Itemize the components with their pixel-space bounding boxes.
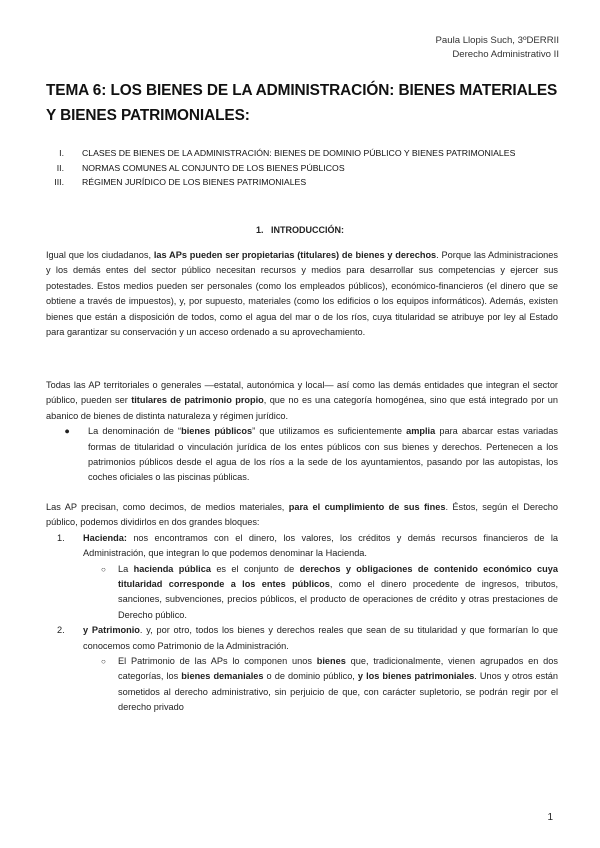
text-run: , que no es una categoría homogénea, sino que está integrado por un abanico de bienes de distinta naturaleza y régimen jurídico. — [46, 395, 559, 421]
text-run: , como el dinero procedente de ingresos, tributos, sanciones, subvenciones, precios públicos, el producto de operaciones de crédito y otras prestaciones de Derecho público. — [118, 579, 559, 620]
bold-run: las APs pueden ser propietarias (titulares) de bienes y derechos — [153, 250, 437, 260]
text-run: Todas las AP territoriales o generales —estatal, autonómica y local— así como las demás entidades que integran el sector público, pueden ser — [46, 380, 558, 406]
intro-paragraph — [46, 248, 558, 340]
text-run: que, tradicionalmente, vienen agrupados en dos categorías, los — [118, 656, 558, 682]
text-run: Igual que los ciudadanos, — [46, 250, 154, 260]
text-run: . Porque las Administraciones y los demás entes del sector público necesitan recursos y medios para desarrollar sus competencias y ejercer sus potestades. Estos medios pueden ser personales (como los empleados públicos), económico-financieros (el dinero que se obtiene a través de impuestos), y, por supuesto, materiales (como los edificios o los equipos informáticos). Además, existen bienes que están a disposición de todos, como el agua del mar o de los ríos, cuya titularidad se atribuye por ley al Estado para garantizar su conservación y un acceso ordenado a su aprovechamiento. — [46, 250, 558, 338]
text-run: . Unos y otros están sometidos al derecho administrativo, sin perjuicio de que, con carácter supletorio, se podrán regir por el derecho privado — [118, 671, 558, 713]
text-run: El Patrimonio de las APs lo componen unos — [118, 656, 317, 667]
course-line: Derecho Administrativo II — [452, 49, 559, 60]
item-number: 2. — [57, 625, 65, 636]
bold-run: y los bienes patrimoniales — [357, 671, 475, 682]
text-run: o de dominio público, — [263, 671, 358, 682]
bold-run: Hacienda: — [83, 532, 127, 543]
text-run: . Éstos, según el Derecho público, podemos dividirlos en dos grandes bloques: — [46, 502, 558, 528]
text-run: es el conjunto de — [210, 563, 300, 574]
toc-text: RÉGIMEN JURÍDICO DE LOS BIENES PATRIMONIALES — [82, 177, 307, 187]
bold-run: titulares de patrimonio propio — [131, 395, 264, 406]
toc-text: CLASES DE BIENES DE LA ADMINISTRACIÓN: BIENES DE DOMINIO PÚBLICO Y BIENES PATRIMONIALES — [82, 148, 516, 158]
means-paragraph — [46, 500, 558, 716]
page-title: TEMA 6: LOS BIENES DE LA ADMINISTRACIÓN: BIENES MATERIALES Y BIENES PATRIMONIALES: — [46, 82, 558, 124]
text-run: La — [118, 563, 134, 574]
toc-number: III. — [54, 177, 64, 187]
text-run: nos encontramos con el dinero, los valores, los créditos y demás recursos financieros de la Administración, que integran lo que podemos denominar la Hacienda. — [83, 532, 558, 559]
text-run: . y, por otro, todos los bienes y derechos reales que sean de su titularidad y que formarían lo que conocemos como Patrimonio de la Administración. — [83, 625, 558, 651]
item-number: 1. — [57, 532, 65, 543]
sub-item-hacienda — [46, 562, 558, 624]
text-run: para abarcar estas variadas formas de titularidad o vinculación jurídica de los entes públicos con sus bienes y derechos. Pertenecen a los patrimonios públicos desde el agua de los ríos a la sede de los ayuntamientos, pasando por las autopistas, los coches oficiales o las piscinas públicas. — [88, 426, 558, 483]
author-line: Paula Llopis Such, 3ºDERRII — [435, 35, 559, 46]
bold-run: derechos y obligaciones de contenido económico cuya titularidad corresponde a los entes públicos — [118, 563, 558, 590]
bullet-icon: ● — [64, 426, 70, 437]
bold-run: bienes demaniales — [181, 671, 264, 682]
sub-item-patrimonio — [46, 654, 558, 716]
section-heading: 1. INTRODUCCIÓN: — [255, 225, 344, 235]
bullet-item — [46, 424, 558, 486]
toc-text: NORMAS COMUNES AL CONJUNTO DE LOS BIENES PÚBLICOS — [82, 162, 345, 173]
text-run: ” que utilizamos es suficientemente — [252, 426, 407, 437]
bold-run: bienes — [316, 656, 346, 667]
circle-bullet-icon: ○ — [101, 564, 106, 574]
text-run: La denominación de “ — [88, 426, 182, 437]
bold-run: hacienda pública — [133, 563, 211, 574]
circle-bullet-icon: ○ — [101, 657, 106, 667]
toc-number: I. — [59, 148, 64, 158]
toc-number: II. — [56, 162, 64, 173]
page-number: 1 — [547, 812, 553, 823]
bold-run: bienes públicos — [181, 426, 253, 437]
numbered-item-hacienda — [46, 531, 558, 562]
text-run: Las AP precisan, como decimos, de medios materiales, — [46, 502, 289, 512]
bold-run: amplia — [406, 426, 436, 437]
bold-run: y Patrimonio — [83, 625, 140, 636]
numbered-item-patrimonio — [46, 623, 558, 654]
territorial-paragraph — [46, 378, 558, 486]
bold-run: para el cumplimiento de sus fines — [288, 502, 446, 512]
document-header — [436, 34, 560, 62]
